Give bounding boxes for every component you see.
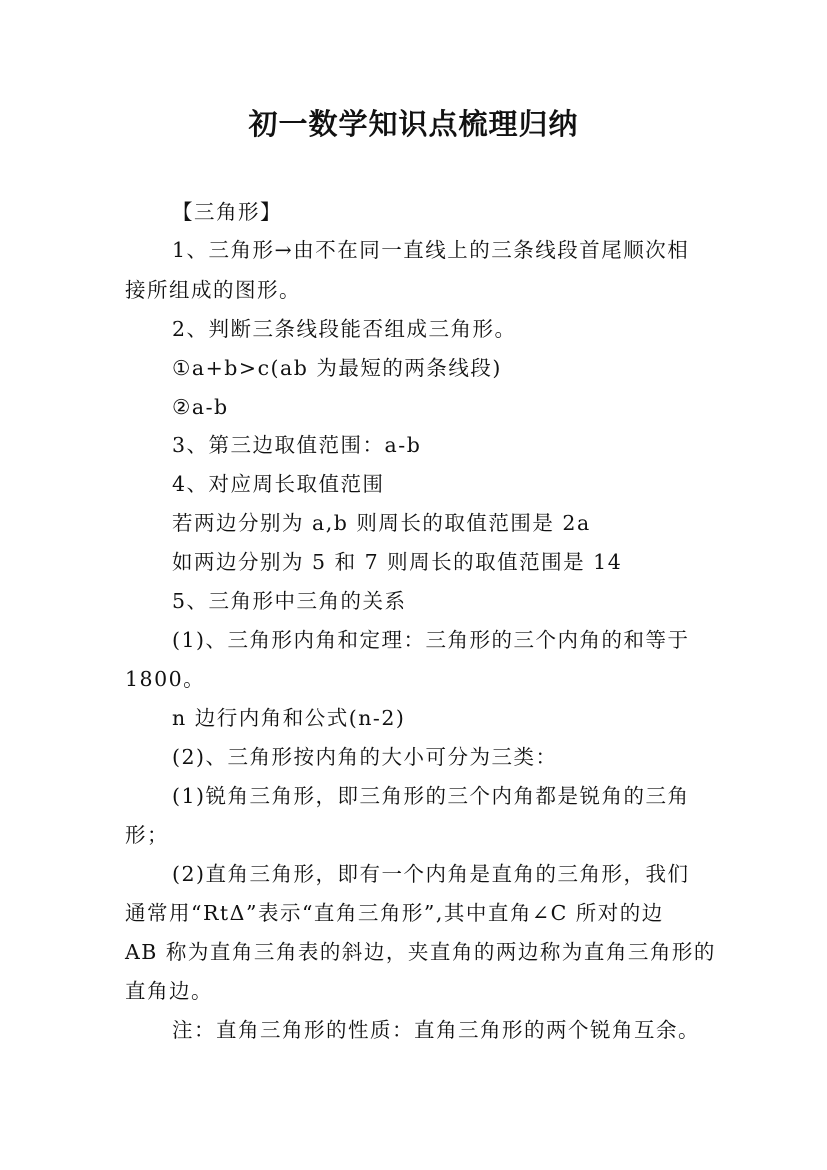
paragraph-line: 接所组成的图形。 xyxy=(125,278,301,302)
paragraph-line: (2)直角三角形，即有一个内角是直角的三角形，我们 xyxy=(172,862,690,886)
paragraph-line: 4、对应周长取值范围 xyxy=(172,472,385,496)
paragraph-line: 直角边。 xyxy=(125,979,213,1003)
section-heading: 【三角形】 xyxy=(172,200,282,224)
note-line: 注：直角三角形的性质：直角三角形的两个锐角互余。 xyxy=(172,1018,700,1042)
paragraph-line: (1)、三角形内角和定理：三角形的三个内角的和等于 xyxy=(172,628,690,652)
paragraph-line: ①a+b>c(ab 为最短的两条线段) xyxy=(172,356,502,380)
paragraph-line: 5、三角形中三角的关系 xyxy=(172,589,407,613)
paragraph-line: 1800。 xyxy=(125,667,206,691)
paragraph-line: 1、三角形→由不在同一直线上的三条线段首尾顺次相 xyxy=(172,238,690,262)
paragraph-line: ②a-b xyxy=(172,395,229,419)
document-title: 初一数学知识点梳理归纳 xyxy=(248,107,579,141)
paragraph-line: 2、判断三条线段能否组成三角形。 xyxy=(172,317,517,341)
paragraph-line: 如两边分别为 5 和 7 则周长的取值范围是 14 xyxy=(172,550,623,574)
paragraph-line: 通常用“RtΔ”表示“直角三角形”,其中直角∠C 所对的边 xyxy=(125,901,664,925)
paragraph-line: 3、第三边取值范围：a-b xyxy=(172,433,422,457)
paragraph-line: (2)、三角形按内角的大小可分为三类： xyxy=(172,745,558,769)
paragraph-line: (1)锐角三角形，即三角形的三个内角都是锐角的三角 xyxy=(172,784,690,808)
paragraph-line: n 边行内角和公式(n-2) xyxy=(172,706,406,730)
paragraph-line: 形； xyxy=(125,823,169,847)
paragraph-line: AB 称为直角三角表的斜边，夹直角的两边称为直角三角形的 xyxy=(125,940,716,964)
paragraph-line: 若两边分别为 a,b 则周长的取值范围是 2a xyxy=(172,511,591,535)
